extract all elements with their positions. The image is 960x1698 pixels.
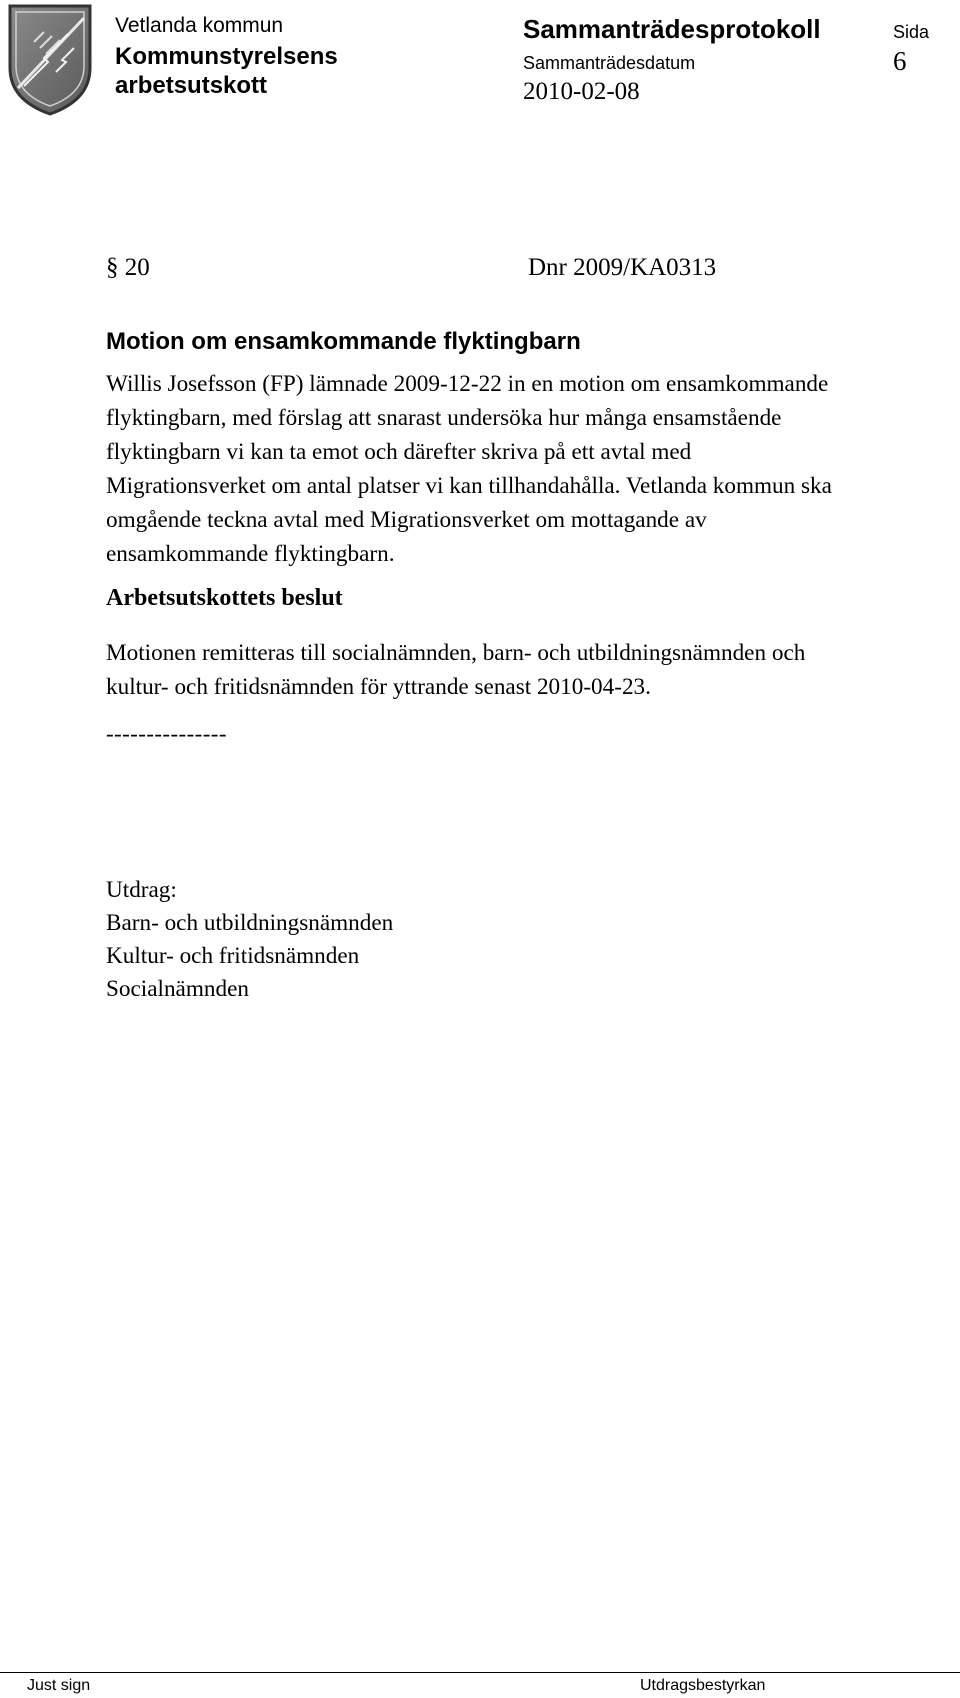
motion-line: omgående teckna avtal med Migrationsverket om mottagande av bbox=[106, 507, 707, 533]
footer-certification-label: Utdragsbestyrkan bbox=[640, 1677, 766, 1694]
separator-dashes: --------------- bbox=[106, 721, 227, 746]
page-number: 6 bbox=[893, 46, 907, 76]
motion-line: Migrationsverket om antal platser vi kan tillhandahålla. Vetlanda kommun ska bbox=[106, 473, 832, 499]
footer-divider bbox=[0, 1672, 960, 1673]
excerpt-recipient: Socialnämnden bbox=[106, 976, 249, 1002]
excerpt-recipient: Kultur- och fritidsnämnden bbox=[106, 943, 360, 969]
committee-subname: arbetsutskott bbox=[115, 72, 268, 99]
decision-heading: Arbetsutskottets beslut bbox=[106, 585, 343, 611]
page-label: Sida bbox=[893, 22, 930, 42]
organization-name: Vetlanda kommun bbox=[115, 14, 284, 37]
motion-line: ensamkommande flyktingbarn. bbox=[106, 541, 395, 567]
excerpt-block bbox=[106, 874, 393, 1006]
case-number: Dnr 2009/KA0313 bbox=[528, 254, 717, 281]
decision-paragraph bbox=[106, 636, 951, 704]
footer-signature-label: Just sign bbox=[27, 1677, 91, 1694]
decision-line: Motionen remitteras till socialnämnden, barn- och utbildningsnämnden och bbox=[106, 640, 806, 666]
document-title: Sammanträdesprotokoll bbox=[523, 14, 821, 44]
committee-name: Kommunstyrelsens bbox=[115, 43, 338, 70]
motion-paragraph bbox=[106, 367, 951, 571]
motion-line: flyktingbarn, med förslag att snarast undersöka hur många ensamstående bbox=[106, 405, 782, 431]
coat-of-arms-icon bbox=[4, 2, 96, 118]
meeting-date-value: 2010-02-08 bbox=[523, 78, 640, 105]
meeting-date-label: Sammanträdesdatum bbox=[523, 53, 696, 73]
paragraph-number: § 20 bbox=[106, 254, 150, 281]
excerpt-label: Utdrag: bbox=[106, 877, 177, 903]
motion-line: flyktingbarn vi kan ta emot och därefter skriva på ett avtal med bbox=[106, 439, 692, 465]
decision-line: kultur- och fritidsnämnden för yttrande senast 2010-04-23. bbox=[106, 674, 651, 700]
section-title: Motion om ensamkommande flyktingbarn bbox=[106, 328, 581, 355]
excerpt-recipient: Barn- och utbildningsnämnden bbox=[106, 910, 394, 936]
motion-line: Willis Josefsson (FP) lämnade 2009-12-22 in en motion om ensamkommande bbox=[106, 371, 829, 397]
